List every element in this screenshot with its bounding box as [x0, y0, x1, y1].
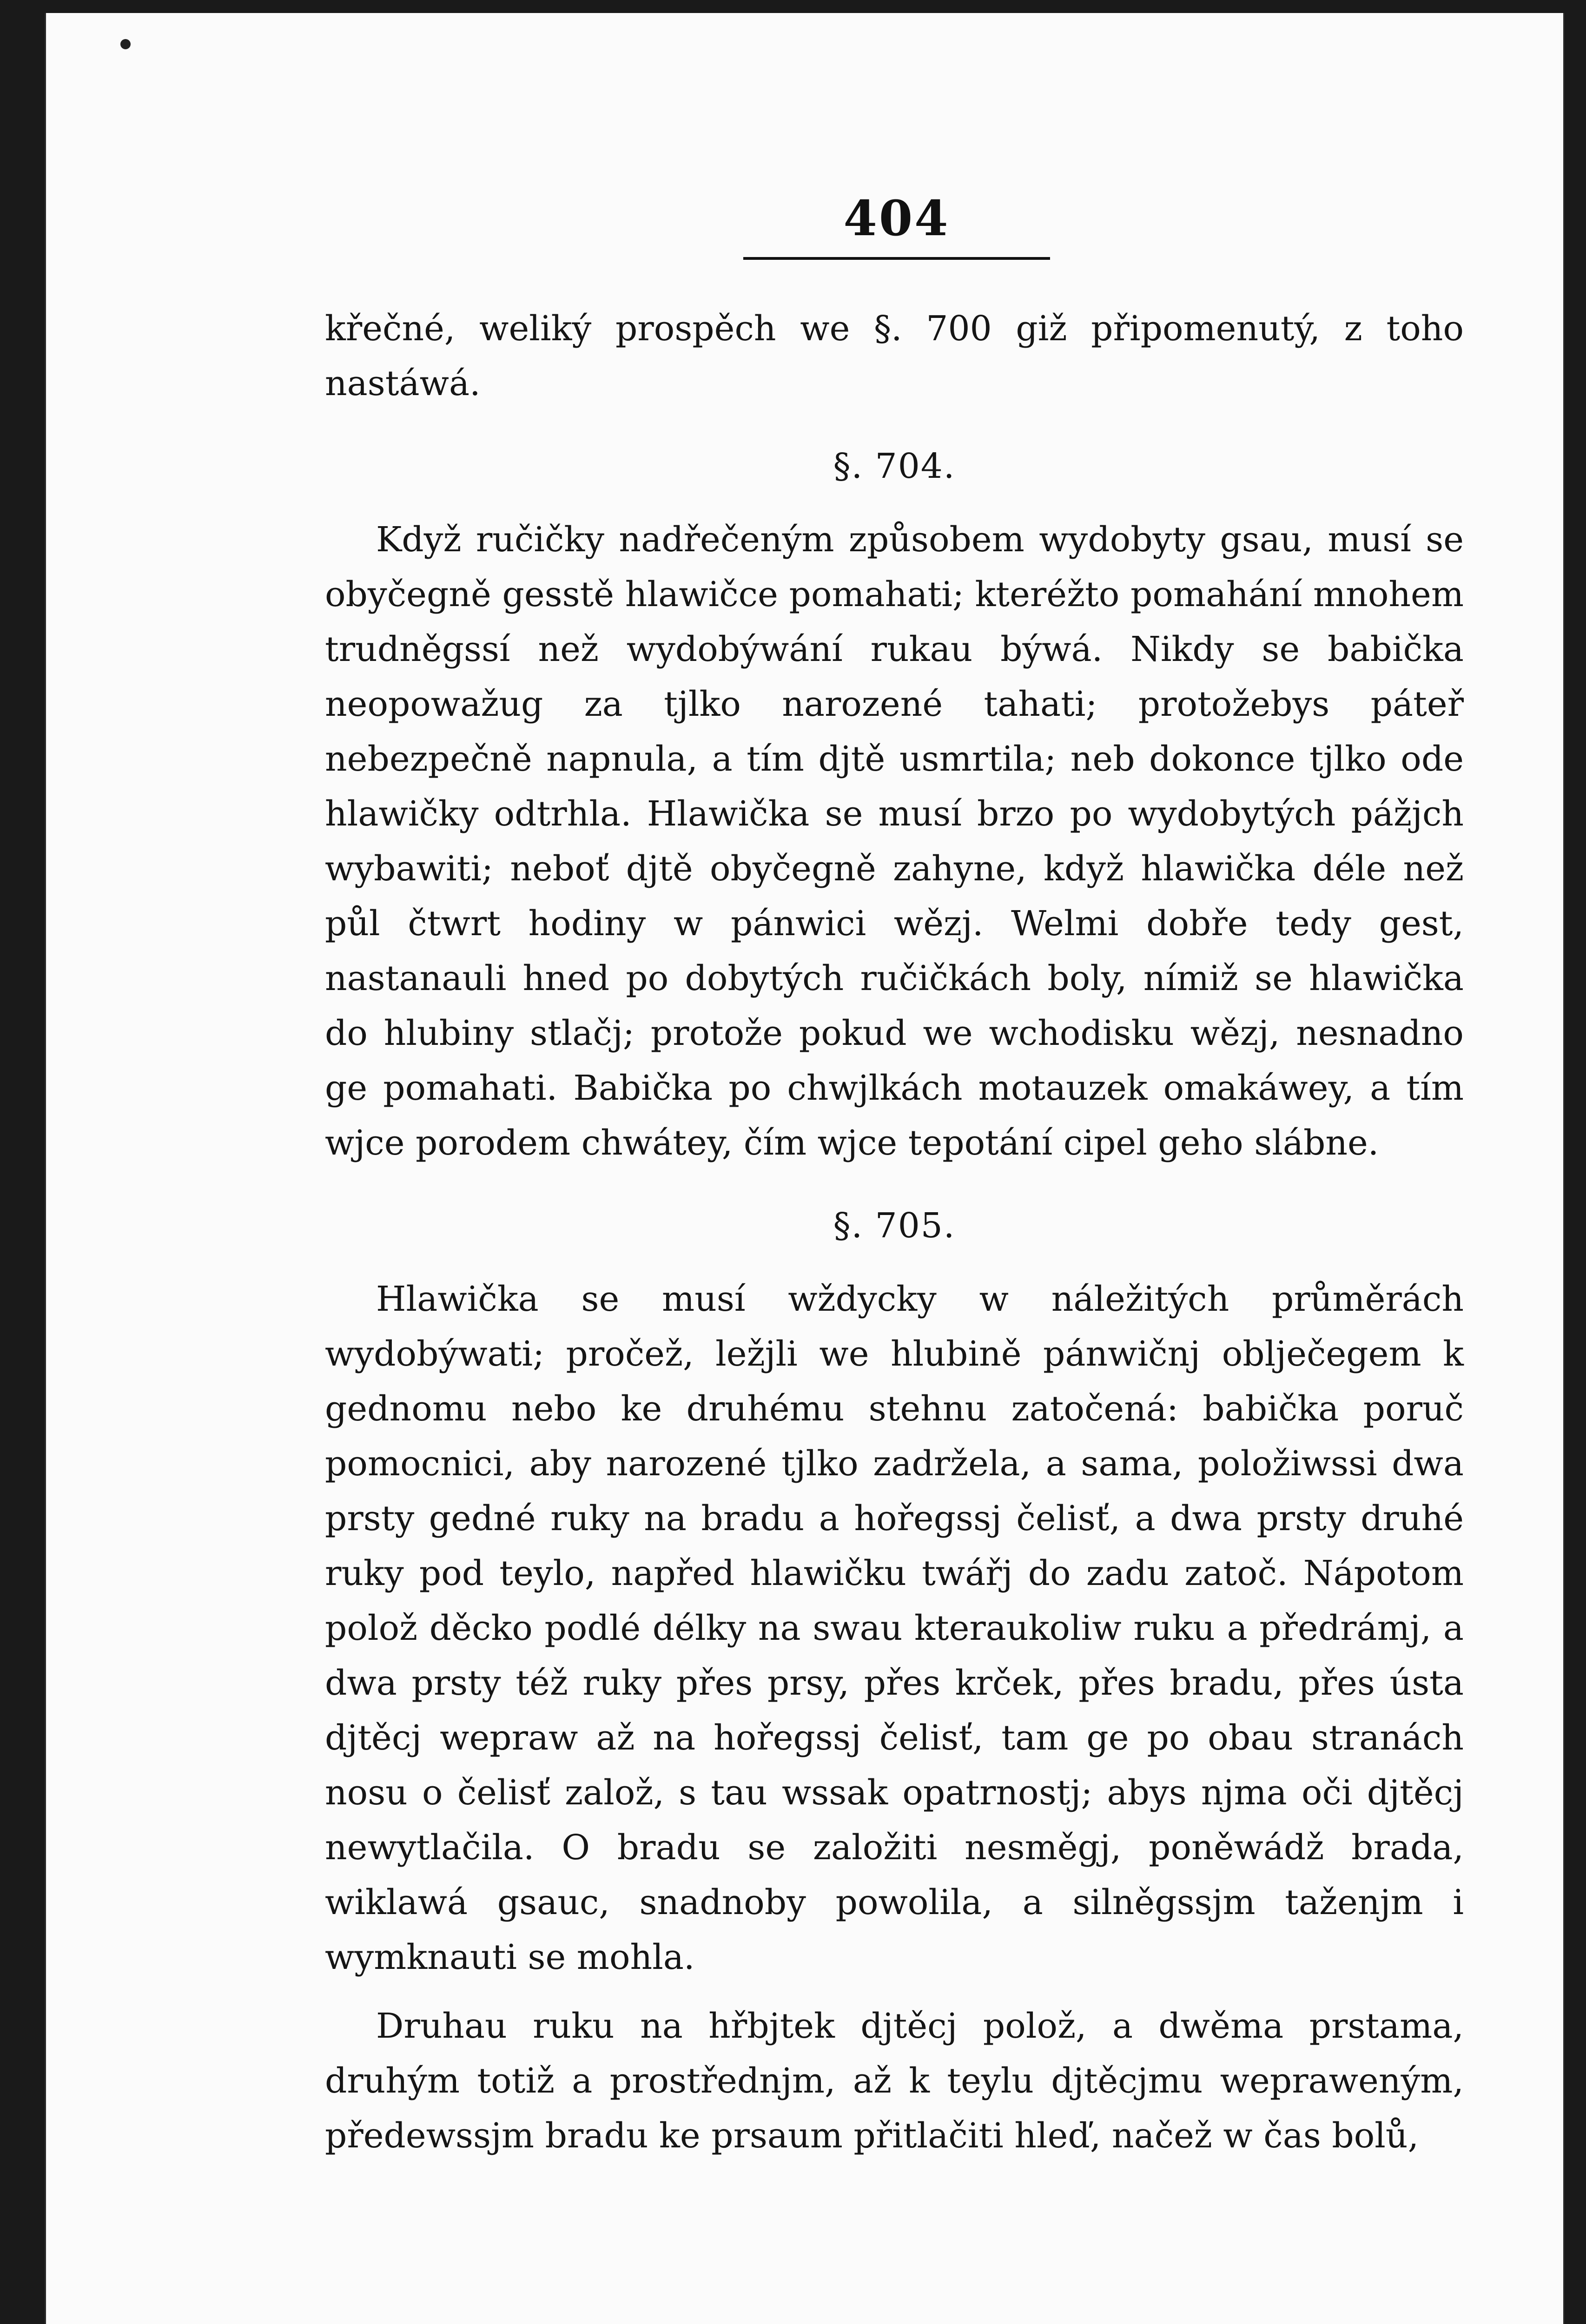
section-704-paragraph: Když ručičky nadřečeným způsobem wydobyty gsau, musí se obyčegně gesstě hlawičce pomahati; kteréžto pomahání mnohem trudněgssí než wydobýwání rukau býwá. Nikdy se babička neopowažug za tjlko narozené tahati; protožebys páteř nebezpečně napnula, a tím djtě usmrtila; neb dokonce tjlko ode hlawičky odtrhla. Hlawička se musí brzo po wydobytých pážjch wybawiti; neboť djtě obyčegně zahyne, když hlawička déle než půl čtwrt hodiny w pánwici wězj. Welmi dobře tedy gest, nastanauli hned po dobytých ručičkách boly, nímiž se hlawička do hlubiny stlačj; protože pokud we wchodisku wězj, nesnadno ge pomahati. Babička po chwjlkách motauzek omakáwey, a tím wjce porodem chwátey, čím wjce tepotání cipel geho slábne.: [325, 520, 1464, 1163]
section-705-paragraph-2: Druhau ruku na hřbjtek djtěcj polož, a dwěma prstama, druhým totiž a prostřednjm, až k teylu djtěcjmu wepraweným, předewssjm bradu ke prsaum přitlačiti hleď, načež w čas bolů,: [325, 2006, 1464, 2156]
intro-paragraph: křečné, weliký prospěch we §. 700 giž připomenutý, z toho nastáwá.: [325, 309, 1464, 403]
page-number-rule: [743, 257, 1050, 260]
section-705-paragraph-1: Hlawička se musí wždycky w náležitých průměrách wydobýwati; pročež, ležjli we hlubině pánwičnj oblječegem k gednomu nebo ke druhému stehnu zatočená: babička poruč pomocnici, aby narozené tjlko zadržela, a sama, položiwssi dwa prsty gedné ruky na bradu a hořegssj čelisť, a dwa prsty druhé ruky pod teylo, napřed hlawičku twářj do zadu zatoč. Nápotom polož děcko podlé délky na swau kteraukoliw ruku a předrámj, a dwa prsty též ruky přes prsy, přes krček, přes bradu, přes ústa djtěcj wepraw až na hořegssj čelisť, tam ge po obau stranách nosu o čelisť založ, s tau wssak opatrnostj; abys njma oči djtěcj newytlačila. O bradu se založiti nesměgj, poněwádž brada, wiklawá gsauc, snadnoby powolila, a silněgssjm taženjm i wymknauti se mohla.: [325, 1279, 1464, 1977]
page-body: [325, 301, 1464, 2163]
section-heading-704: §. 704.: [833, 446, 956, 486]
page-spot: [120, 39, 131, 49]
page-number: 404: [843, 190, 950, 247]
book-page: [45, 13, 1565, 2324]
section-heading-705: §. 705.: [833, 1206, 956, 1246]
